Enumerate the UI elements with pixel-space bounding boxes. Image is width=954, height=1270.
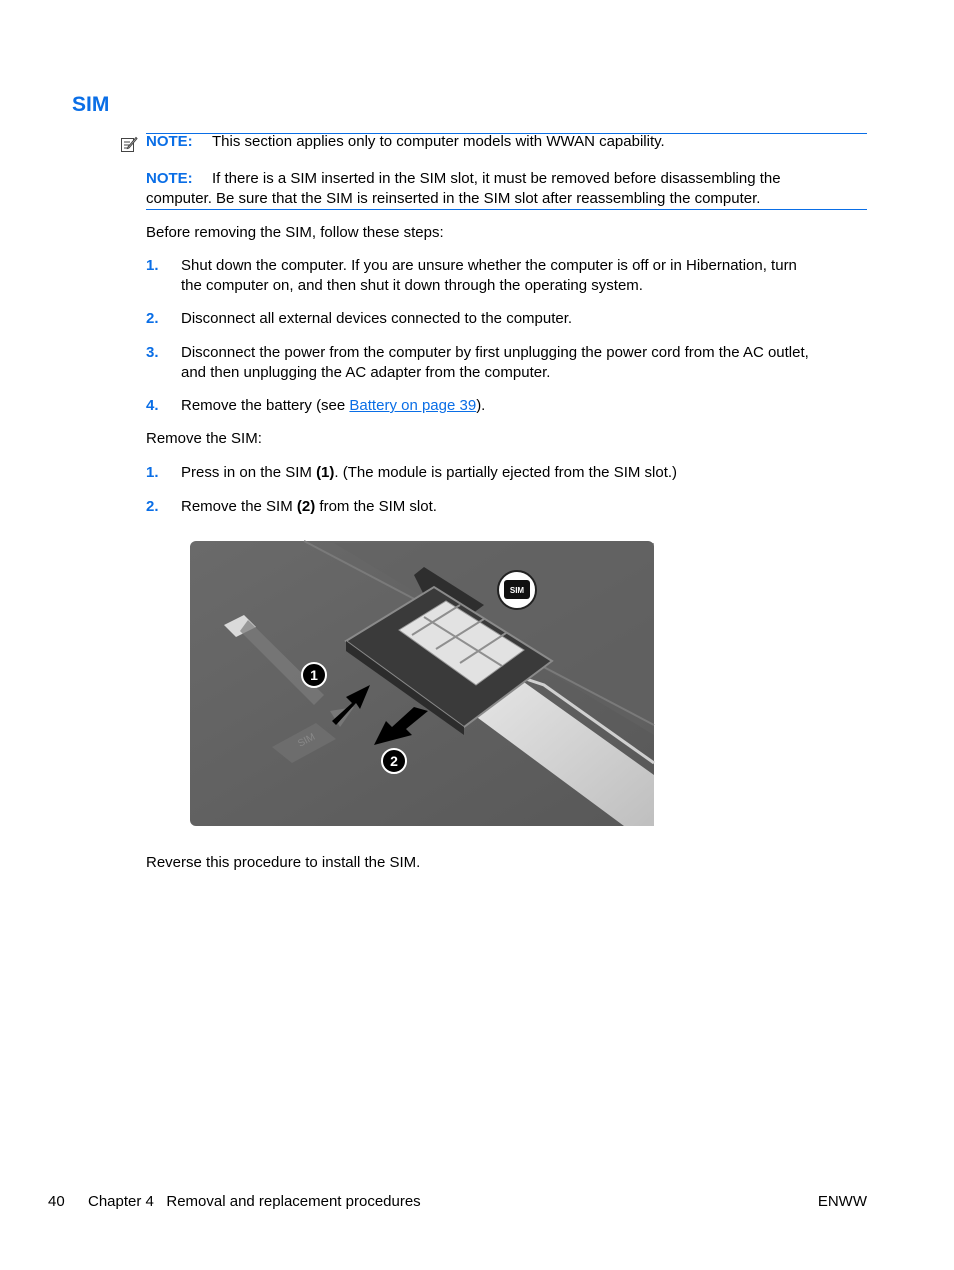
before-step-2-text [181, 309, 867, 329]
remove-step-2-pre: Remove the SIM [181, 498, 297, 515]
before-step-1-line-1: Shut down the computer. If you are unsure whether the computer is off or in Hibernation, turn [181, 257, 797, 274]
before-step-4-text [181, 396, 867, 416]
note-bottom-rule [146, 209, 867, 210]
before-step-3-text [181, 343, 867, 383]
page-number: 40 [48, 1193, 65, 1210]
sim-removal-illustration [184, 535, 660, 832]
before-step-4-post: ). [476, 397, 486, 414]
faint-sim-marking: SIM [296, 731, 318, 750]
note-2-line-2: computer. Be sure that the SIM is reinserted in the SIM slot after reassembling the computer. [146, 190, 761, 207]
note-2-line-1 [146, 169, 867, 189]
before-step-3-number: 3. [146, 344, 159, 361]
before-step-1-text [181, 256, 867, 296]
before-step-3-line-2: and then unplugging the AC adapter from the computer. [181, 364, 551, 381]
remove-step-1-callout: (1) [316, 464, 335, 481]
before-step-2-number: 2. [146, 310, 159, 327]
section-title: SIM [72, 93, 110, 116]
remove-step-2-post: from the SIM slot. [315, 498, 437, 515]
remove-step-1-number: 1. [146, 464, 159, 481]
callout-1-text: 1 [310, 667, 318, 683]
before-step-4-pre: Remove the battery (see [181, 397, 350, 414]
before-step-3-line-1: Disconnect the power from the computer by first unplugging the power cord from the AC outlet, [181, 344, 809, 361]
battery-page-link[interactable]: Battery on page 39 [349, 397, 477, 414]
remove-step-2-text [181, 497, 867, 517]
before-step-2-line-1: Disconnect all external devices connected to the computer. [181, 310, 573, 327]
note-1-text: This section applies only to computer models with WWAN capability. [212, 133, 665, 150]
note-1-label: NOTE: [146, 133, 193, 150]
note-2-label: NOTE: [146, 170, 193, 187]
note-1 [146, 132, 867, 152]
remove-step-2-number: 2. [146, 498, 159, 515]
remove-step-1-pre: Press in on the SIM [181, 464, 317, 481]
footer-enww: ENWW [817, 1193, 867, 1210]
remove-intro: Remove the SIM: [146, 430, 262, 447]
closing-text: Reverse this procedure to install the SIM. [146, 854, 421, 871]
remove-step-1-text [181, 463, 867, 483]
note-pencil-icon [120, 135, 138, 153]
footer-chapter: Chapter 4 Removal and replacement procedures [88, 1193, 421, 1210]
sim-badge-label: SIM [509, 586, 525, 595]
before-step-4-number: 4. [146, 397, 159, 414]
before-intro: Before removing the SIM, follow these steps: [146, 224, 444, 241]
before-step-1-line-2: the computer on, and then shut it down through the operating system. [181, 277, 643, 294]
callout-2-text: 2 [390, 753, 398, 769]
remove-step-1-post: . (The module is partially ejected from the SIM slot.) [334, 464, 678, 481]
before-step-1-number: 1. [146, 257, 159, 274]
note-2-text-1: If there is a SIM inserted in the SIM slot, it must be removed before disassembling the [212, 170, 781, 187]
remove-step-2-callout: (2) [296, 498, 316, 515]
